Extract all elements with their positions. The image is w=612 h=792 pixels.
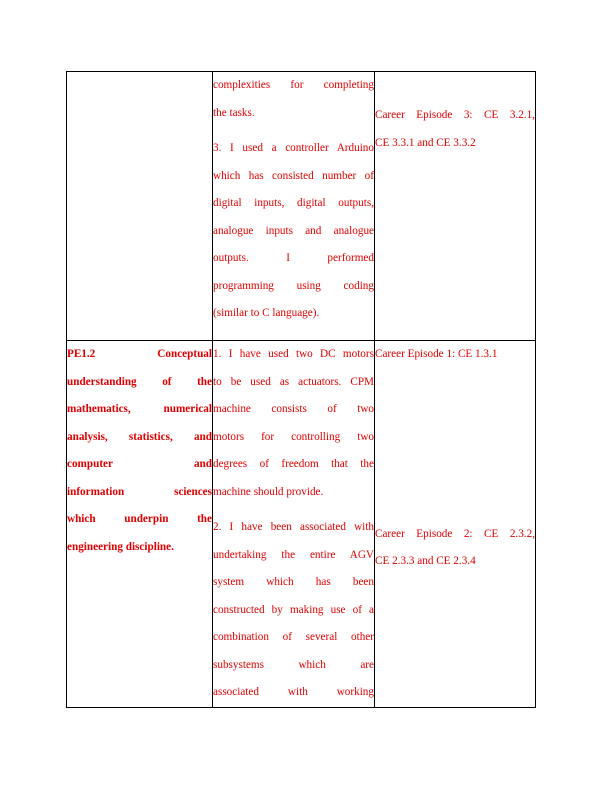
table-row [67, 72, 536, 341]
text-line: undertaking the entire AGV [213, 548, 374, 561]
reference-cell [375, 341, 536, 708]
text-line: programming using coding [213, 279, 374, 292]
text-line: associated with working [213, 686, 374, 698]
evidence-paragraph [213, 72, 374, 127]
table-row [67, 341, 536, 708]
evidence-paragraph [213, 135, 374, 328]
text-line: motors for controlling two [213, 430, 374, 443]
competency-line: understanding of the [67, 375, 212, 388]
competency-line: which underpin the [67, 513, 212, 525]
text-line: analogue inputs and analogue [213, 224, 374, 237]
evidence-cell [213, 341, 375, 708]
competency-line: analysis, statistics, and [67, 430, 212, 443]
text-line: machine should provide. [213, 485, 324, 498]
text-line: to be used as actuators. CPM [213, 375, 374, 388]
competency-cell [67, 341, 213, 708]
text-line: digital inputs, digital outputs, [213, 197, 374, 209]
text-line: 2. I have been associated with [213, 521, 374, 533]
evidence-paragraph [213, 341, 374, 506]
text-line: constructed by making use of a [213, 603, 374, 616]
reference-cell [375, 72, 536, 341]
text-line: 1. I have used two DC motors [213, 348, 374, 360]
text-line: system which has been [213, 576, 374, 588]
competency-table [66, 71, 536, 708]
competency-line: computer and [67, 458, 212, 470]
reference-line: Career Episode 1: CE 1.3.1 [375, 348, 498, 360]
text-line: the tasks. [213, 106, 255, 119]
competency-line: PE1.2 Conceptual [67, 348, 212, 360]
text-line: degrees of freedom that the [213, 458, 374, 470]
text-line: outputs. I performed [213, 252, 374, 264]
text-line: complexities for completing [213, 79, 374, 91]
text-line: subsystems which are [213, 658, 374, 671]
evidence-cell [213, 72, 375, 341]
competency-line: mathematics, numerical [67, 403, 212, 415]
reference-line: Career Episode 3: CE 3.2.1, [375, 109, 535, 121]
text-line: 3. I used a controller Arduino [213, 142, 374, 154]
text-line: (similar to C language). [213, 307, 320, 319]
evidence-paragraph [213, 514, 374, 707]
reference-line: CE 3.3.1 and CE 3.3.2 [375, 136, 476, 149]
text-line: combination of several other [213, 631, 374, 643]
competency-line: engineering discipline. [67, 540, 174, 553]
text-line: which has consisted number of [213, 169, 374, 182]
reference-line: CE 2.3.3 and CE 2.3.4 [375, 555, 476, 567]
reference-line: Career Episode 2: CE 2.3.2, [375, 527, 535, 540]
competency-cell-empty [67, 72, 213, 341]
text-line: machine consists of two [213, 403, 374, 415]
competency-line: information sciences [67, 485, 212, 498]
